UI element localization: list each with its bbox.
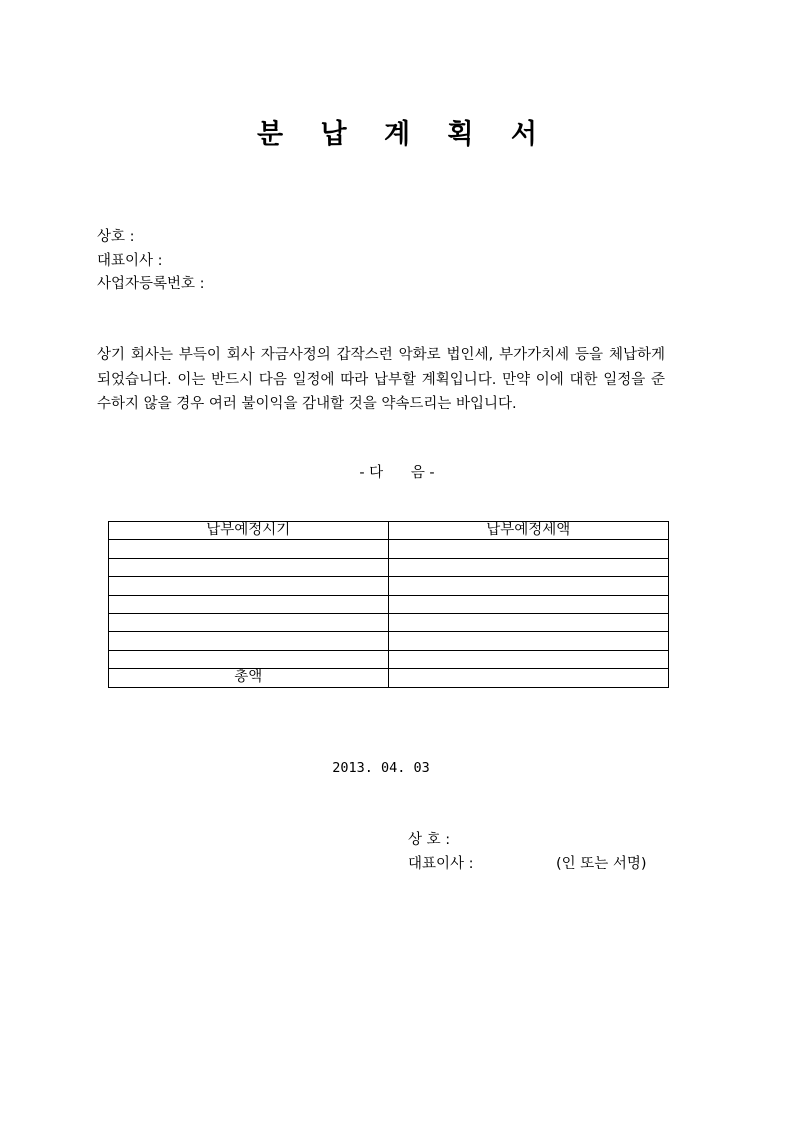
table-row (109, 577, 669, 595)
ceo-field: 대표이사 : (97, 252, 163, 269)
document-date: 2013. 04. 03 (332, 760, 430, 776)
table-header-row (109, 522, 669, 540)
seal-or-signature-note: (인 또는 서명) (556, 855, 647, 872)
payment-date-cell[interactable] (109, 613, 389, 631)
payment-amount-cell[interactable] (388, 577, 669, 595)
payment-amount-cell[interactable] (388, 540, 669, 558)
payment-date-cell[interactable] (109, 595, 389, 613)
table-row (109, 595, 669, 613)
payment-plan-table (108, 521, 669, 688)
section-heading: - 다 음 - (359, 465, 435, 481)
table-row (109, 540, 669, 558)
total-row (109, 669, 669, 687)
table-row (109, 613, 669, 631)
header-payment-date: 납부예정시기 (109, 522, 389, 540)
signature-company-label: 상 호 : (408, 832, 451, 848)
business-number-field: 사업자등록번호 : (97, 276, 205, 292)
payment-amount-cell[interactable] (388, 650, 669, 668)
header-payment-amount: 납부예정세액 (388, 522, 669, 540)
signature-company-row (408, 829, 474, 853)
body-paragraph: 상기 회사는 부득이 회사 자금사정의 갑작스런 악화로 법인세, 부가가치세 등을 체납하게 되었습니다. 이는 반드시 다음 일정에 따라 납부할 계획입니다. 만약 이에 대한 일정을 준수하지 않을 경우 여러 불이익을 감내할 것을 약속드리는 바입니다. (97, 347, 665, 412)
total-label: 총액 (109, 669, 389, 687)
table-row (109, 558, 669, 576)
payment-date-cell[interactable] (109, 540, 389, 558)
table-row (109, 650, 669, 668)
signature-ceo-label: 대표이사 : (408, 855, 474, 872)
payment-amount-cell[interactable] (388, 595, 669, 613)
table-row (109, 632, 669, 650)
payment-date-cell[interactable] (109, 650, 389, 668)
payment-amount-cell[interactable] (388, 613, 669, 631)
payment-date-cell[interactable] (109, 632, 389, 650)
signature-block (408, 829, 647, 876)
payment-date-cell[interactable] (109, 577, 389, 595)
payment-date-cell[interactable] (109, 558, 389, 576)
payment-amount-cell[interactable] (388, 632, 669, 650)
signature-ceo-row (408, 853, 647, 877)
total-amount-cell[interactable] (388, 669, 669, 687)
document-title: 분 납 계 획 서 (256, 119, 551, 150)
company-info (97, 226, 205, 297)
payment-amount-cell[interactable] (388, 558, 669, 576)
company-name-field: 상호 : (97, 229, 135, 245)
